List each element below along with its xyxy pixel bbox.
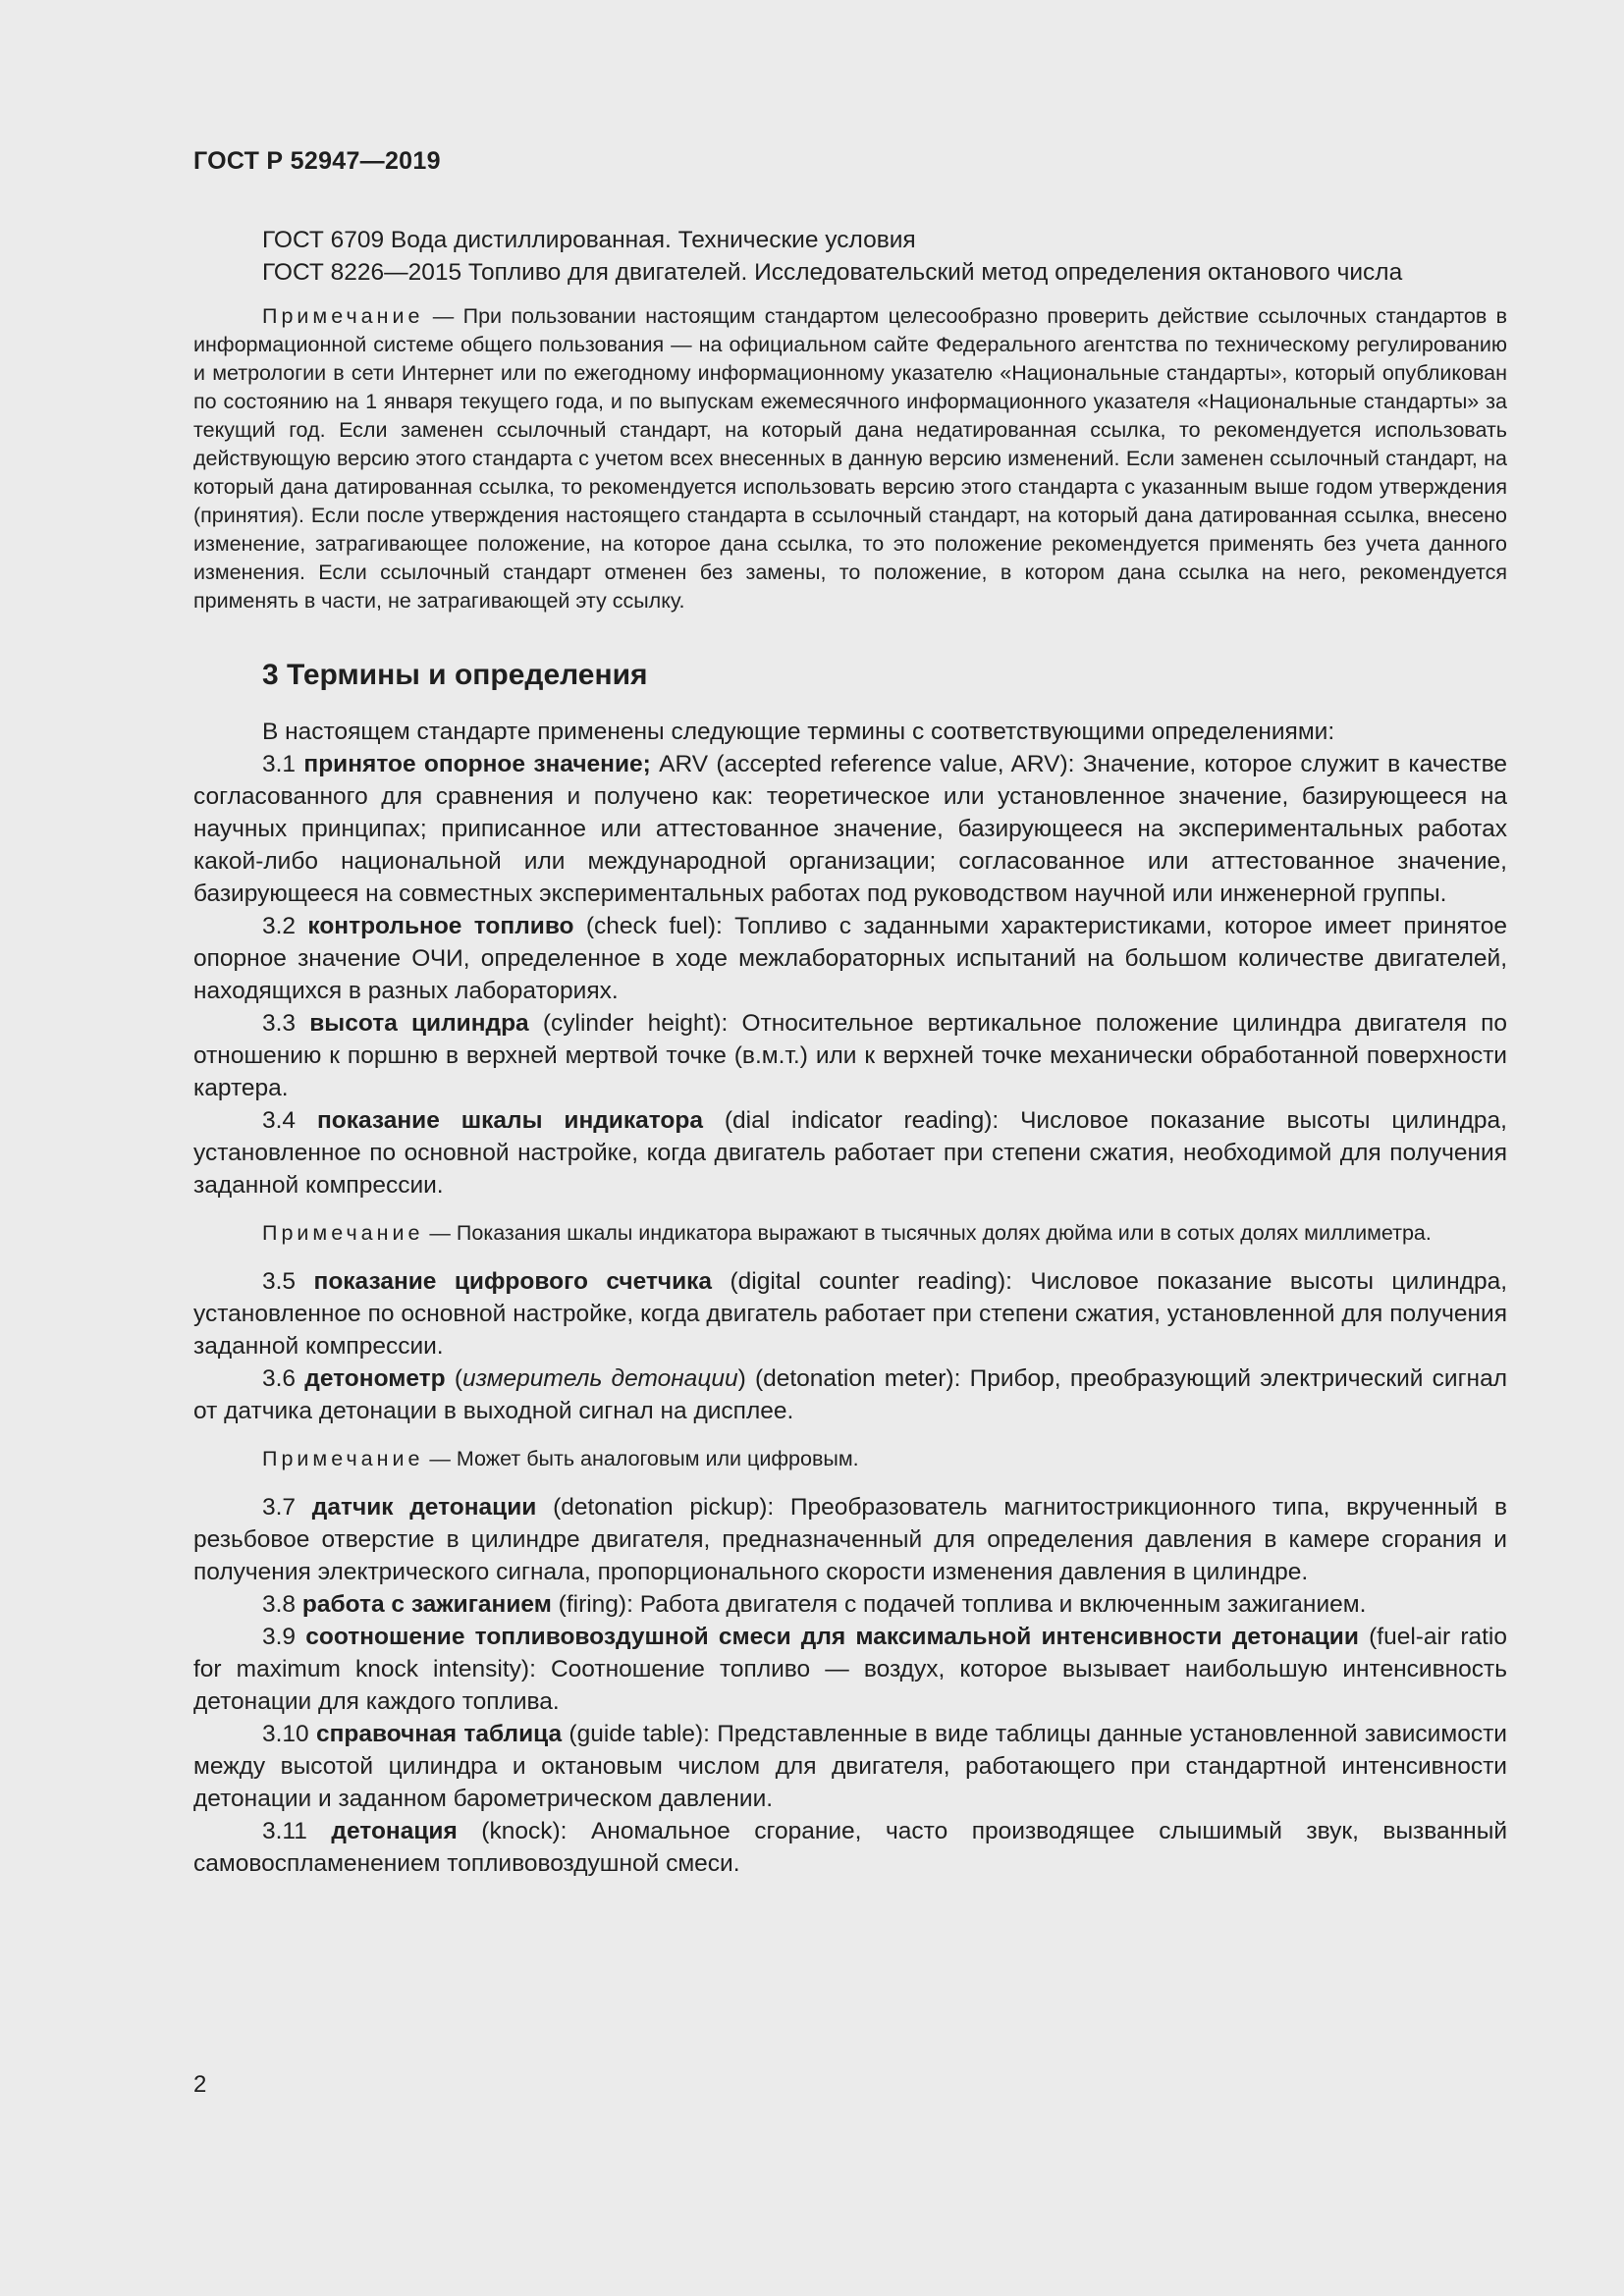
document-content: [193, 224, 1507, 1880]
term-3-1: 3.1 принятое опорное значение; ARV (accepted reference value, ARV): Значение, которое служит в качестве согласованного для сравнения и получено как: теоретическое или установленное значение, базирующееся на научных принципах; приписанное или аттестованное значение, базирующееся на экспериментальных работах какой-либо национальной или международной организации; согласованное или аттестованное значение, базирующееся на совместных экспериментальных работах под руководством научной или инженерной группы.: [193, 751, 1508, 907]
reference-gost-8226: ГОСТ 8226—2015 Топливо для двигателей. Исследовательский метод определения октанового числа: [262, 259, 1403, 286]
term-3-3: 3.3 высота цилиндра (cylinder height): Относительное вертикальное положение цилиндра двигателя по отношению к поршню в верхней мертвой точке (в.м.т.) или к верхней точке механически обработанной поверхности картера.: [193, 1010, 1507, 1101]
section-intro: В настоящем стандарте применены следующие термины с соответствующими определениями:: [262, 719, 1335, 745]
section-title: 3 Термины и определения: [262, 659, 648, 691]
note-label: Примечание: [262, 304, 424, 328]
term-3-4: 3.4 показание шкалы индикатора (dial indicator reading): Числовое показание высоты цилиндра, установленное по основной настройке, когда двигатель работает при степени сжатия, необходимой для получения заданной компрессии.: [193, 1107, 1507, 1199]
term-3-7: 3.7 датчик детонации (detonation pickup): Преобразователь магнитострикционного типа, вкрученный в резьбовое отверстие в цилиндре двигателя, предназначенный для определения давления в камере сгорания и получения электрического сигнала, пропорционального скорости изменения давления в цилиндре.: [193, 1494, 1507, 1585]
term-3-11: 3.11 детонация (knock): Аномальное сгорание, часто производящее слышимый звук, вызванный самовоспламенением топливовоздушной смеси.: [193, 1818, 1508, 1877]
term-name: показание цифрового счетчика: [313, 1268, 713, 1295]
term-synonym: измеритель детонации: [462, 1365, 738, 1392]
document-header: ГОСТ Р 52947—2019: [193, 147, 441, 175]
term-name: детонометр: [304, 1365, 446, 1392]
term-3-10: 3.10 справочная таблица (guide table): Представленные в виде таблицы данные установленной зависимости между высотой цилиндра и октановым числом для двигателя, работающего при стандартной интенсивности детонации и заданном барометрическом давлении.: [193, 1721, 1507, 1812]
note-references: Примечание — При пользовании настоящим стандартом целесообразно проверить действие ссылочных стандартов в информационной системе общего пользования — на официальном сайте Федерального агентства по техническому регулированию и метрологии в сети Интернет или по ежегодному информационному указателю «Национальные стандарты», который опубликован по состоянию на 1 января текущего года, и по выпускам ежемесячного информационного указателя «Национальные стандарты» за текущий год. Если заменен ссылочный стандарт, на который дана недатированная ссылка, то рекомендуется использовать действующую версию этого стандарта с учетом всех внесенных в данную версию изменений. Если заменен ссылочный стандарт, на который дана датированная ссылка, то рекомендуется использовать версию этого стандарта с указанным выше годом утверждения (принятия). Если после утверждения настоящего стандарта в ссылочный стандарт, на который дана датированная ссылка, внесено изменение, затрагивающее положение, на которое дана ссылка, то это положение рекомендуется применять без учета данного изменения. Если ссылочный стандарт отменен без замены, то положение, в котором дана ссылка на него, рекомендуется применять в части, не затрагивающей эту ссылку.: [193, 304, 1507, 613]
term-3-8: 3.8 работа с зажиганием (firing): Работа двигателя с подачей топлива и включенным зажиганием.: [262, 1591, 1367, 1618]
term-name: высота цилиндра: [309, 1010, 529, 1037]
note-detonation-meter: Примечание — Может быть аналоговым или цифровым.: [262, 1447, 859, 1470]
reference-gost-6709: ГОСТ 6709 Вода дистиллированная. Технические условия: [262, 227, 916, 253]
note-text: При пользовании настоящим стандартом целесообразно проверить действие ссылочных стандартов в информационной системе общего пользования — на официальном сайте Федерального агентства по техническому регулированию и метрологии в сети Интернет или по ежегодному информационному указателю «Национальные стандарты», который опубликован по состоянию на 1 января текущего года, и по выпускам ежемесячного информационного указателя «Национальные стандарты» за текущий год. Если заменен ссылочный стандарт, на который дана недатированная ссылка, то рекомендуется использовать действующую версию этого стандарта с учетом всех внесенных в данную версию изменений. Если заменен ссылочный стандарт, на который дана датированная ссылка, то рекомендуется использовать версию этого стандарта с указанным выше годом утверждения (принятия). Если после утверждения настоящего стандарта в ссылочный стандарт, на который дана датированная ссылка, внесено изменение, затрагивающее положение, на которое дана ссылка, то это положение рекомендуется применять без учета данного изменения. Если ссылочный стандарт отменен без замены, то положение, в котором дана ссылка на него, рекомендуется применять в части, не затрагивающей эту ссылку.: [193, 304, 1507, 613]
term-name: показание шкалы индикатора: [316, 1107, 703, 1134]
term-name: работа с зажиганием: [301, 1591, 552, 1618]
term-3-5: 3.5 показание цифрового счетчика (digital counter reading): Числовое показание высоты цилиндра, установленное по основной настройке, когда двигатель работает при степени сжатия, установленной для получения заданной компрессии.: [193, 1268, 1508, 1360]
term-name: детонация: [331, 1818, 458, 1844]
page-number: 2: [193, 2071, 207, 2098]
term-3-6: 3.6 детонометр (измеритель детонации) (detonation meter): Прибор, преобразующий электрический сигнал от датчика детонации в выходной сигнал на дисплее.: [193, 1365, 1507, 1424]
term-name: принятое опорное значение;: [303, 751, 651, 777]
term-name: соотношение топливовоздушной смеси для максимальной интенсивности детонации: [305, 1624, 1359, 1650]
term-name: датчик детонации: [311, 1494, 537, 1521]
term-3-2: 3.2 контрольное топливо (check fuel): Топливо с заданными характеристиками, которое имеет принятое опорное значение ОЧИ, определенное в ходе межлабораторных испытаний на большом количестве двигателей, находящихся в разных лабораториях.: [193, 913, 1507, 1004]
note-dial-indicator: Примечание — Показания шкалы индикатора выражают в тысячных долях дюйма или в сотых долях миллиметра.: [262, 1221, 1432, 1245]
term-name: справочная таблица: [316, 1721, 563, 1747]
term-3-9: 3.9 соотношение топливовоздушной смеси для максимальной интенсивности детонации (fuel-air ratio for maximum knock intensity): Соотношение топливо — воздух, которое вызывает наибольшую интенсивность детонации для каждого топлива.: [193, 1624, 1507, 1715]
term-name: контрольное топливо: [307, 913, 574, 939]
